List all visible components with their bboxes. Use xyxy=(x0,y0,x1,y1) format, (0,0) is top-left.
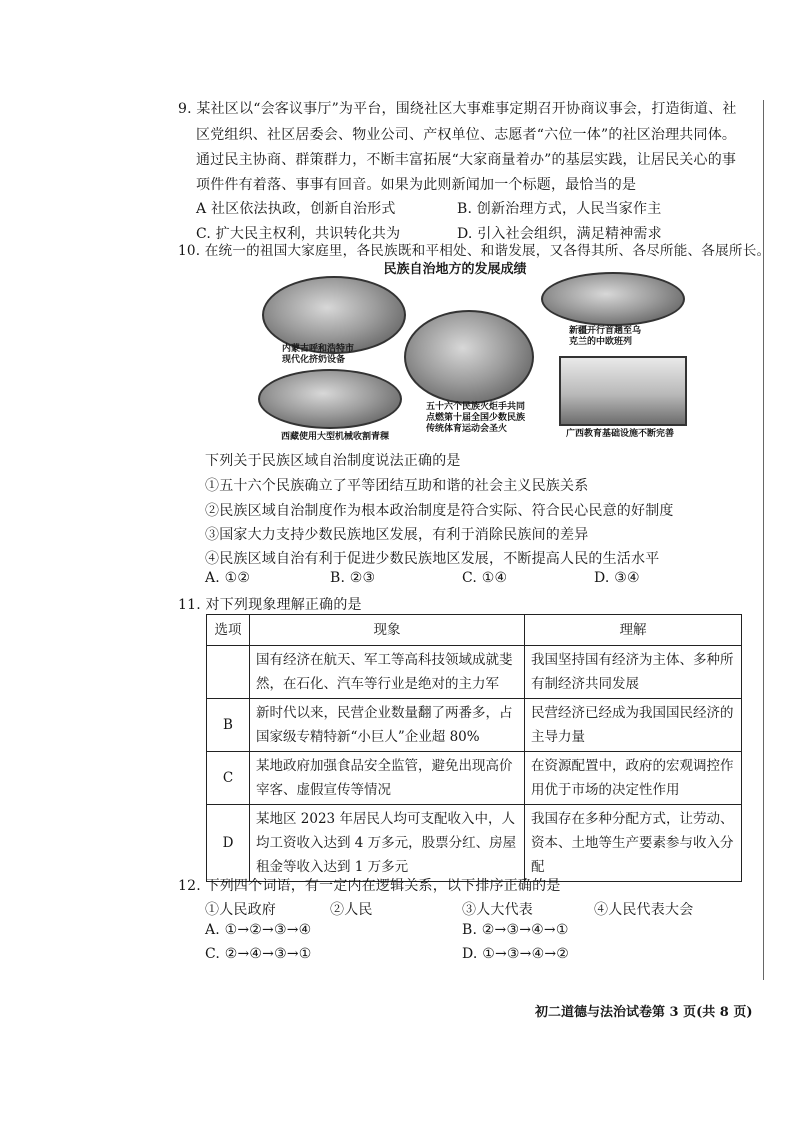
row-phenomenon: 某地政府加强食品安全监管，避免出现高价宰客、虚假宣传等情况 xyxy=(250,752,525,805)
q10-option-b[interactable]: B. ②③ xyxy=(330,570,376,586)
table-row[interactable] xyxy=(207,752,742,805)
q10-statement-3: ③国家大力支持少数民族地区发展，有利于消除民族间的差异 xyxy=(205,527,589,543)
caption-xinjiang-train: 新疆开行首趟至乌 克兰的中欧班列 xyxy=(569,326,642,347)
q9-stem-line-4: 项件件有着落、事事有回音。如果为此则新闻加一个标题，最恰当的是 xyxy=(196,177,637,193)
q9-option-d[interactable]: D. 引入社会组织，满足精神需求 xyxy=(457,226,662,242)
photo-tibet-harvest xyxy=(258,369,402,429)
row-option: B xyxy=(207,699,250,752)
q12-option-a[interactable]: A. ①→②→③→④ xyxy=(205,922,312,938)
table-row[interactable] xyxy=(207,646,742,699)
row-understanding: 我国坚持国有经济为主体、多种所有制经济共同发展 xyxy=(525,646,742,699)
caption-torch: 五十六个民族火炬手共同 点燃第十届全国少数民族 传统体育运动会圣火 xyxy=(426,402,526,434)
q10-option-d[interactable]: D. ③④ xyxy=(594,570,640,586)
q10-stem: 10. 在统一的祖国大家庭里，各民族既和平相处、和谐发展，又各得其所、各尽所能、各展所长。 xyxy=(178,243,771,259)
q10-option-c[interactable]: C. ①④ xyxy=(462,570,508,586)
photo-xinjiang-train xyxy=(541,272,685,326)
row-phenomenon: 国有经济在航天、军工等高科技领域成就斐然，在石化、汽车等行业是绝对的主力军 xyxy=(250,646,525,699)
q9-stem-line-3: 通过民主协商、群策群力，不断丰富拓展“大家商量着办”的基层实践，让居民关心的事 xyxy=(196,152,737,168)
table-header-row xyxy=(207,615,742,646)
q10-question: 下列关于民族区域自治制度说法正确的是 xyxy=(205,453,461,469)
q12-term-1: ①人民政府 xyxy=(205,902,276,918)
row-option: C xyxy=(207,752,250,805)
q12-term-4: ④人民代表大会 xyxy=(594,902,694,918)
margin-rule xyxy=(763,100,764,980)
q12-stem: 12. 下列四个词语，有一定内在逻辑关系，以下排序正确的是 xyxy=(178,878,561,894)
row-understanding: 在资源配置中，政府的宏观调控作用优于市场的决定性作用 xyxy=(525,752,742,805)
q10-option-a[interactable]: A. ①② xyxy=(205,570,251,586)
photo-guangxi-classroom xyxy=(559,356,687,426)
row-option xyxy=(207,646,250,699)
caption-inner-mongolia: 内蒙古呼和浩特市 现代化挤奶设备 xyxy=(282,344,355,365)
row-phenomenon: 某地区 2023 年居民人均可支配收入中，人均工资收入达到 4 万多元，股票分红、房屋租金等收入达到 1 万多元 xyxy=(250,805,525,882)
q12-option-d[interactable]: D. ①→③→④→② xyxy=(462,946,570,962)
q9-stem-line-1: 9. 某社区以“会客议事厅”为平台，围绕社区大事难事定期召开协商议事会，打造街道、社 xyxy=(178,101,737,117)
q9-option-a[interactable]: A 社区依法执政，创新自治形式 xyxy=(196,201,396,217)
header-option: 选项 xyxy=(207,615,250,646)
row-phenomenon: 新时代以来，民营企业数量翻了两番多，占国家级专精特新“小巨人”企业超 80% xyxy=(250,699,525,752)
q10-statement-4: ④民族区域自治有利于促进少数民族地区发展，不断提高人民的生活水平 xyxy=(205,551,660,567)
q11-stem: 11. 对下列现象理解正确的是 xyxy=(178,597,362,613)
header-phenomenon: 现象 xyxy=(250,615,525,646)
row-understanding: 我国存在多种分配方式，让劳动、资本、土地等生产要素参与收入分配 xyxy=(525,805,742,882)
header-understanding: 理解 xyxy=(525,615,742,646)
q9-option-b[interactable]: B. 创新治理方式，人民当家作主 xyxy=(457,201,662,217)
table-row[interactable] xyxy=(207,805,742,882)
q10-statement-1: ①五十六个民族确立了平等团结互助和谐的社会主义民族关系 xyxy=(205,478,589,494)
page-footer: 初二道德与法治试卷第 3 页(共 8 页) xyxy=(535,1005,753,1020)
q12-term-3: ③人大代表 xyxy=(462,902,533,918)
photo-torch xyxy=(404,310,534,404)
q12-option-b[interactable]: B. ②→③→④→① xyxy=(462,922,569,938)
q12-option-c[interactable]: C. ②→④→③→① xyxy=(205,946,312,962)
figure-title: 民族自治地方的发展成绩 xyxy=(383,262,527,277)
row-understanding: 民营经济已经成为我国国民经济的主导力量 xyxy=(525,699,742,752)
photo-inner-mongolia xyxy=(262,276,406,354)
caption-guangxi-classroom: 广西教育基础设施不断完善 xyxy=(566,429,675,439)
q10-statement-2: ②民族区域自治制度作为根本政治制度是符合实际、符合民心民意的好制度 xyxy=(205,503,674,519)
caption-tibet-harvest: 西藏使用大型机械收割青稞 xyxy=(281,432,390,442)
q11-table xyxy=(206,614,742,882)
row-option: D xyxy=(207,805,250,882)
q9-option-c[interactable]: C. 扩大民主权利，共识转化共为 xyxy=(196,226,401,242)
q9-stem-line-2: 区党组织、社区居委会、物业公司、产权单位、志愿者“六位一体”的社区治理共同体。 xyxy=(196,127,737,143)
table-row[interactable] xyxy=(207,699,742,752)
q12-term-2: ②人民 xyxy=(330,902,373,918)
